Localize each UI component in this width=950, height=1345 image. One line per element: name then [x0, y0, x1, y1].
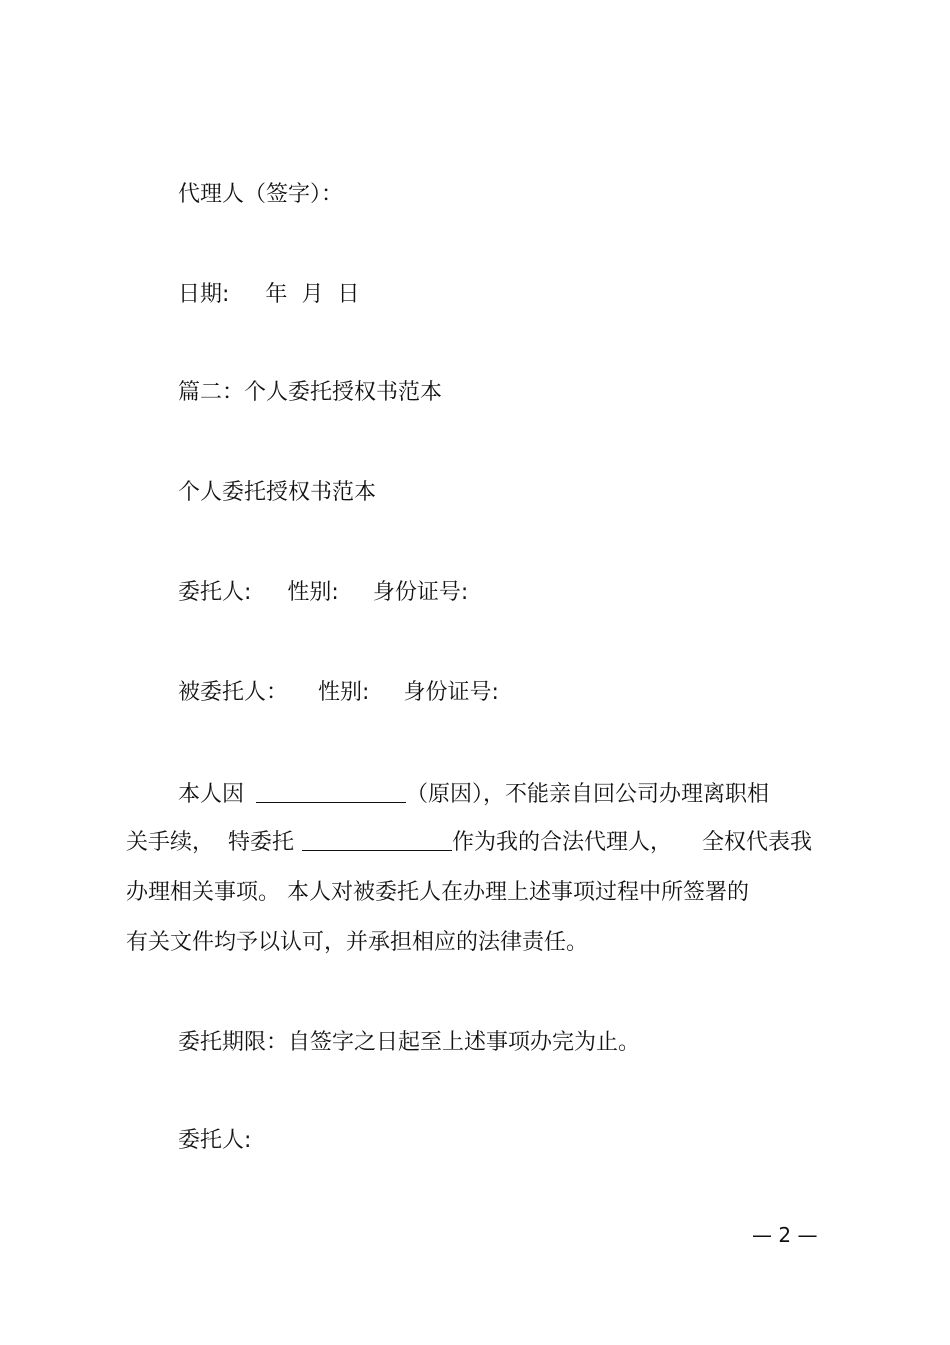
date-month: 月: [301, 282, 324, 307]
date-day: 日: [337, 282, 360, 307]
para1-end: （原因），不能亲自回公司办理离职相: [406, 782, 770, 807]
agent-label: 被委托人：: [178, 680, 289, 705]
date-line: [178, 280, 359, 310]
para2-start: 关手续， 特委托: [126, 830, 294, 855]
principal-sign-label: 委托人:: [178, 1128, 252, 1153]
paragraph-line-4: [126, 928, 588, 958]
principal-label: 委托人:: [178, 580, 252, 605]
agent-signature-label: 代理人（签字）：: [178, 182, 344, 207]
principal-info-line: [178, 578, 468, 608]
term-text: 委托期限：自签字之日起至上述事项办完为止。: [178, 1030, 641, 1055]
page-number: — 2 —: [752, 1223, 818, 1247]
paragraph-line-3: [126, 878, 749, 908]
date-label: 日期:: [178, 282, 230, 307]
para2-middle: 作为我的合法代理人，: [452, 830, 673, 855]
principal-sign-line: [178, 1126, 251, 1156]
agent-id-label: 身份证号:: [403, 680, 499, 705]
para1-start: 本人因: [178, 782, 245, 807]
agent-info-line: [178, 678, 499, 708]
agent-gender-label: 性别:: [318, 680, 370, 705]
document-title-text: 个人委托授权书范本: [178, 480, 377, 505]
section-heading: [178, 378, 442, 408]
date-year: 年: [265, 282, 288, 307]
document-title: [178, 478, 376, 508]
reason-blank: [256, 780, 406, 803]
paragraph-line-1: [178, 780, 769, 810]
agent-signature-line: [178, 180, 343, 210]
paragraph-line-2: [126, 828, 812, 858]
para4-text: 有关文件均予以认可，并承担相应的法律责任。: [126, 930, 589, 955]
principal-id-label: 身份证号:: [372, 580, 469, 605]
para3-text: 办理相关事项。 本人对被委托人在办理上述事项过程中所签署的: [126, 880, 749, 905]
section-heading-text: 篇二：个人委托授权书范本: [178, 380, 443, 405]
principal-gender-label: 性别:: [287, 580, 339, 605]
agent-name-blank: [302, 828, 452, 851]
para2-end: 全权代表我: [702, 830, 813, 855]
term-line: [178, 1028, 640, 1058]
